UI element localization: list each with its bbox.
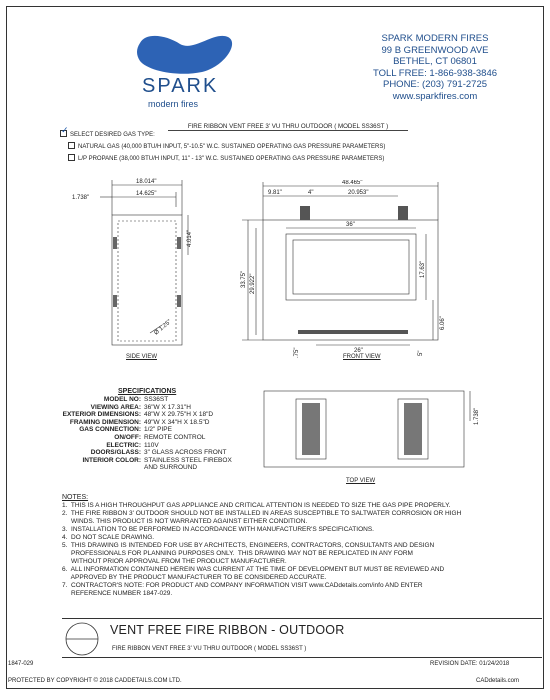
front-opening-height: 17.63" (420, 260, 426, 278)
company-address2: BETHEL, CT 06801 (393, 56, 477, 67)
spec-value: 48"W X 29.75"H X 18"D (144, 411, 214, 419)
front-bottom-left: .75" (294, 347, 300, 358)
copyright: PROTECTED BY COPYRIGHT © 2018 CADDETAILS.COM LTD. (8, 678, 182, 684)
natural-gas-checkbox[interactable] (68, 142, 75, 149)
spec-key (62, 464, 144, 472)
side-overall-width: 18.014" (136, 179, 157, 185)
spec-value: 36"W X 17.31"H (144, 403, 191, 411)
note-line: 3. INSTALLATION TO BE PERFORMED IN ACCORDANCE WITH MANUFACTURER'S SPECIFICATIONS. (62, 526, 374, 533)
cad-brand[interactable]: CADdetails.com (476, 678, 520, 684)
spec-value: 3" GLASS ACROSS FRONT (144, 449, 227, 457)
spec-row (62, 411, 282, 419)
spec-key: ON/OFF: (114, 433, 141, 441)
spec-key: MODEL NO: (103, 396, 141, 403)
spec-key: GAS CONNECTION: (79, 426, 141, 434)
spec-key: INTERIOR COLOR: (82, 456, 141, 464)
front-offset-left: 9.81" (268, 190, 282, 196)
gas-select (60, 131, 530, 163)
side-left-offset: 1.738" (72, 195, 90, 201)
gas-prompt-checkbox[interactable] (60, 130, 67, 137)
propane-checkbox[interactable] (68, 154, 75, 161)
top-view-drawing (258, 385, 483, 485)
company-website[interactable]: www.sparkfires.com (392, 90, 478, 102)
top-view-label: TOP VIEW (346, 478, 376, 484)
note-line: 2. THE FIRE RIBBON 3' OUTDOOR SHOULD NOT BE INSTALLED IN AREAS SUSCEPTIBLE TO SALTWATER CORROSION OR HIGH (62, 510, 462, 517)
note-line: WITHOUT PRIOR APPROVAL FROM THE PRODUCT MANUFACTURER. (62, 558, 287, 565)
detail-symbol-icon (62, 621, 102, 657)
note-line: 4. DO NOT SCALE DRAWING. (62, 534, 155, 541)
spec-row (62, 404, 282, 412)
note-line: 5. THIS DRAWING IS INTENDED FOR USE BY ARCHITECTS, ENGINEERS, CONTRACTORS, CONSULTANTS AND DESIGN (62, 542, 435, 549)
spec-key: DOORS/GLASS: (90, 449, 141, 457)
revision-date: REVISION DATE: 01/24/2018 (430, 661, 510, 667)
company-address1: 99 B GREENWOOD AVE (381, 44, 489, 56)
spec-value: REMOTE CONTROL (144, 433, 206, 441)
propane-option: L/P PROPANE (38,000 BTU/H INPUT, 11" - 13" W.C. SUSTAINED OPERATING GAS PRESSURE PARAMETERS) (78, 156, 385, 163)
front-bottom-width: 26" (354, 348, 363, 354)
spec-key: ELECTRIC: (106, 441, 141, 449)
brand-tagline: modern fires (148, 99, 199, 109)
front-bottom-right: 5" (418, 350, 424, 356)
spark-logo (118, 27, 248, 119)
specifications (62, 388, 282, 472)
front-between: 4" (308, 190, 314, 196)
top-depth: 1.738" (474, 407, 480, 425)
title-block (62, 618, 542, 658)
specs-list (62, 396, 282, 472)
header-title: FIRE RIBBON VENT FREE 3' VU THRU OUTDOOR ( MODEL SS36ST ) (168, 123, 408, 131)
company-name: SPARK MODERN FIRES (381, 33, 489, 44)
side-right-dim: 4.014" (187, 229, 193, 247)
spec-value: STAINLESS STEEL FIREBOX (144, 456, 232, 464)
front-right-bottom: 6.06" (440, 316, 446, 330)
spec-key: EXTERIOR DIMENSIONS: (62, 411, 141, 419)
spec-row (62, 419, 282, 427)
spec-value: AND SURROUND (144, 464, 198, 472)
notes-list (62, 502, 532, 598)
spec-row (62, 434, 282, 442)
natural-gas-option: NATURAL GAS (40,000 BTU/H INPUT, 5"-10.5" W.C. SUSTAINED OPERATING GAS PRESSURE PARAMETERS) (78, 144, 386, 151)
gas-prompt: SELECT DESIRED GAS TYPE: (70, 132, 155, 139)
note-line: 1. THIS IS A HIGH THROUGHPUT GAS APPLIANCE AND CRITICAL ATTENTION IS NEEDED TO SIZE THE GAS PIPE PROPERLY. (62, 502, 451, 509)
spec-row (62, 426, 282, 434)
notes-title: NOTES: (62, 494, 89, 501)
front-overall-width: 48.465" (342, 180, 363, 186)
spec-row (62, 449, 282, 457)
brand-name: SPARK (142, 75, 219, 97)
front-view-drawing (238, 180, 463, 370)
spec-row (62, 396, 282, 404)
company-tollfree: TOLL FREE: 1-866-938-3846 (372, 67, 498, 79)
front-right-span: 20.953" (348, 190, 369, 196)
drawing-title: VENT FREE FIRE RIBBON - OUTDOOR (110, 623, 345, 637)
note-line: 6. ALL INFORMATION CONTAINED HEREIN WAS CURRENT AT THE TIME OF DEVELOPMENT BUT MUST BE REVIEWED AND (62, 566, 445, 573)
spec-value: 110V (144, 441, 159, 449)
front-inner-height: 29.922" (250, 273, 256, 294)
spec-row (62, 464, 282, 472)
side-inner-width: 14.625" (136, 191, 157, 197)
spec-key: FRAMING DIMENSION: (69, 418, 141, 426)
spec-value: 49"W X 34"H X 18.5"D (144, 418, 210, 426)
notes (62, 494, 532, 598)
front-overall-height: 33.75" (241, 270, 247, 288)
front-opening-width: 36" (346, 222, 355, 228)
side-view-label: SIDE VIEW (126, 354, 158, 360)
note-line: REFERENCE NUMBER 1847-029. (62, 590, 173, 597)
note-line: APPROVED BY THE PRODUCT MANUFACTURER TO BE CONSIDERED ACCURATE. (62, 574, 327, 581)
side-radius: Ø 1.25" (153, 318, 173, 337)
company-phone: PHONE: (203) 791-2725 (382, 79, 488, 90)
side-view-drawing (70, 175, 200, 365)
drawing-ref: 1847-029 (8, 661, 34, 667)
spec-value: SS36ST (144, 396, 169, 403)
note-line: WINDS. THIS PRODUCT IS NOT WARRANTED AGAINST EITHER CONDITION. (62, 518, 308, 525)
note-line: PROFESSIONALS FOR PLANNING PURPOSES ONLY. THIS DRAWING MAY NOT BE REPLICATED IN ANY FORM (62, 550, 413, 557)
front-view-label: FRONT VIEW (343, 354, 381, 360)
spec-key: VIEWING AREA: (90, 403, 141, 411)
spec-row (62, 457, 282, 465)
spec-row (62, 442, 282, 450)
note-line: 7. CONTRACTOR'S NOTE: FOR PRODUCT AND COMPANY INFORMATION VISIT www.CADdetails.com/info AND ENTER (62, 582, 423, 589)
drawing-subtitle: FIRE RIBBON VENT FREE 3' VU THRU OUTDOOR ( MODEL SS36ST ) (112, 646, 307, 652)
company-info (340, 33, 530, 102)
spec-value: 1/2" PIPE (144, 426, 172, 434)
specs-title: SPECIFICATIONS (118, 388, 177, 395)
